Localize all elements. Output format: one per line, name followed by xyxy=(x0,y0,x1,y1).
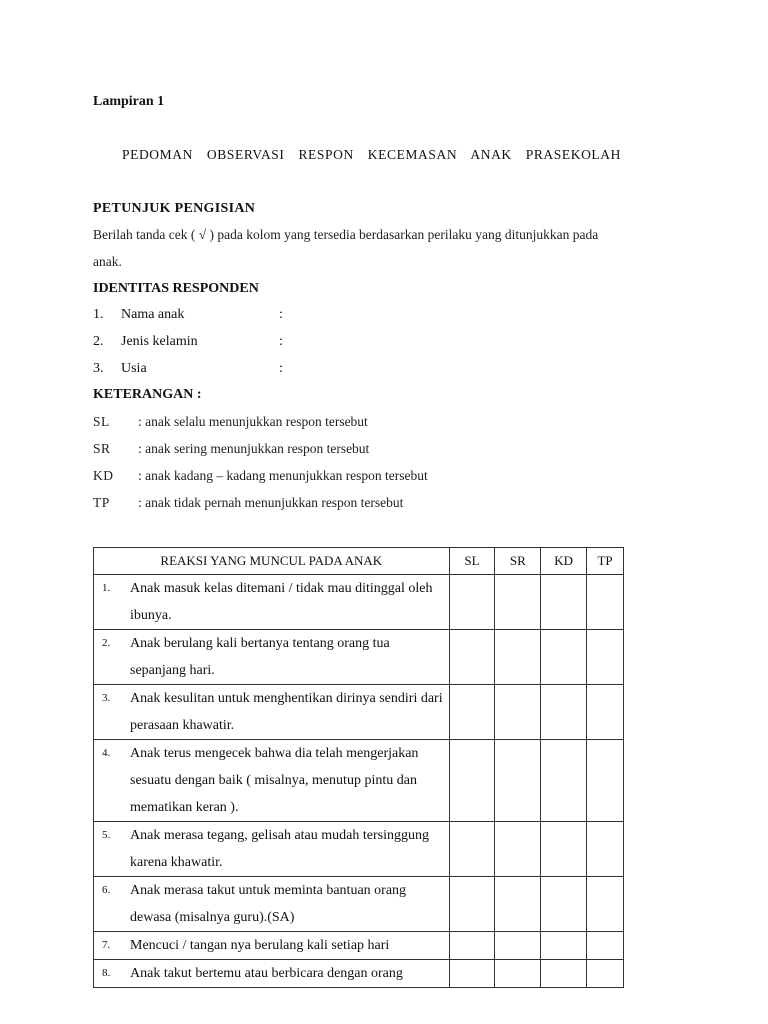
reaction-cell xyxy=(94,877,450,932)
row-text: Mencuci / tangan nya berulang kali setiap hari xyxy=(130,938,390,953)
check-cell-sl[interactable] xyxy=(449,960,495,988)
reaction-cell xyxy=(94,960,450,988)
identity-row-usia xyxy=(93,361,491,377)
header-tp: TP xyxy=(587,548,624,575)
identity-value-usia[interactable] xyxy=(291,361,491,377)
table-row xyxy=(94,685,624,740)
check-cell-tp[interactable] xyxy=(587,877,624,932)
check-cell-kd[interactable] xyxy=(541,960,587,988)
check-cell-sr[interactable] xyxy=(495,877,541,932)
legend-desc: : anak sering menunjukkan respon tersebut xyxy=(138,441,370,456)
check-cell-sr[interactable] xyxy=(495,960,541,988)
identity-row-nama xyxy=(93,307,491,323)
legend-code: SL xyxy=(93,414,110,429)
identitas-heading: IDENTITAS RESPONDEN xyxy=(93,281,259,296)
legend-row-kd xyxy=(93,468,428,484)
header-kd: KD xyxy=(541,548,587,575)
check-cell-kd[interactable] xyxy=(541,685,587,740)
check-cell-sl[interactable] xyxy=(449,630,495,685)
legend-row-sl xyxy=(93,414,368,430)
identity-sep: : xyxy=(279,334,283,349)
check-cell-tp[interactable] xyxy=(587,960,624,988)
reaction-cell xyxy=(94,740,450,822)
instruction-line-2: anak. xyxy=(93,254,122,269)
check-cell-kd[interactable] xyxy=(541,932,587,960)
reaction-cell xyxy=(94,630,450,685)
table-row xyxy=(94,932,624,960)
instruction-line-1: Berilah tanda cek ( √ ) pada kolom yang tersedia berdasarkan perilaku yang ditunjukkan pada xyxy=(93,227,599,242)
legend-desc: : anak tidak pernah menunjukkan respon tersebut xyxy=(138,495,404,510)
check-cell-sr[interactable] xyxy=(495,822,541,877)
row-number: 6. xyxy=(102,884,111,896)
identity-row-jenis-kelamin xyxy=(93,334,491,350)
check-cell-tp[interactable] xyxy=(587,740,624,822)
row-number: 1. xyxy=(102,582,111,594)
row-number: 8. xyxy=(102,967,111,979)
legend-code: SR xyxy=(93,441,111,456)
reaction-cell xyxy=(94,685,450,740)
header-sl: SL xyxy=(449,548,495,575)
identity-label: Nama anak xyxy=(121,307,185,322)
identity-num: 3. xyxy=(93,361,104,376)
legend-desc: : anak selalu menunjukkan respon tersebut xyxy=(138,414,368,429)
identity-label: Jenis kelamin xyxy=(121,334,198,349)
legend-row-tp xyxy=(93,495,403,511)
table-row xyxy=(94,960,624,988)
check-cell-sr[interactable] xyxy=(495,685,541,740)
reaction-cell xyxy=(94,822,450,877)
check-cell-tp[interactable] xyxy=(587,932,624,960)
check-cell-kd[interactable] xyxy=(541,740,587,822)
check-cell-kd[interactable] xyxy=(541,877,587,932)
observation-table xyxy=(93,547,624,988)
check-cell-kd[interactable] xyxy=(541,575,587,630)
identity-num: 1. xyxy=(93,307,104,322)
table-row xyxy=(94,822,624,877)
check-cell-kd[interactable] xyxy=(541,630,587,685)
row-number: 5. xyxy=(102,829,111,841)
identity-sep: : xyxy=(279,307,283,322)
keterangan-heading: KETERANGAN : xyxy=(93,387,202,402)
identity-label: Usia xyxy=(121,361,147,376)
check-cell-sr[interactable] xyxy=(495,630,541,685)
check-cell-sr[interactable] xyxy=(495,740,541,822)
row-text: Anak masuk kelas ditemani / tidak mau ditinggal oleh ibunya. xyxy=(130,581,433,623)
legend-row-sr xyxy=(93,441,369,457)
table-row xyxy=(94,630,624,685)
check-cell-tp[interactable] xyxy=(587,575,624,630)
reaction-cell xyxy=(94,575,450,630)
legend-code: KD xyxy=(93,468,114,483)
row-text: Anak merasa tegang, gelisah atau mudah tersinggung karena khawatir. xyxy=(130,828,429,870)
table-row xyxy=(94,575,624,630)
check-cell-tp[interactable] xyxy=(587,822,624,877)
table-header-row xyxy=(94,548,624,575)
row-text: Anak merasa takut untuk meminta bantuan orang dewasa (misalnya guru).(SA) xyxy=(130,883,407,925)
lampiran-label: Lampiran 1 xyxy=(93,94,165,109)
table-row xyxy=(94,740,624,822)
check-cell-sl[interactable] xyxy=(449,877,495,932)
row-text: Anak kesulitan untuk menghentikan dirinya sendiri dari perasaan khawatir. xyxy=(130,691,443,733)
check-cell-sl[interactable] xyxy=(449,685,495,740)
legend-code: TP xyxy=(93,495,110,510)
identity-num: 2. xyxy=(93,334,104,349)
table-row xyxy=(94,877,624,932)
check-cell-tp[interactable] xyxy=(587,685,624,740)
check-cell-sr[interactable] xyxy=(495,575,541,630)
row-number: 7. xyxy=(102,939,111,951)
identity-value-jenis-kelamin[interactable] xyxy=(291,334,491,350)
check-cell-kd[interactable] xyxy=(541,822,587,877)
row-text: Anak berulang kali bertanya tentang orang tua sepanjang hari. xyxy=(130,636,390,678)
check-cell-sl[interactable] xyxy=(449,822,495,877)
petunjuk-heading: PETUNJUK PENGISIAN xyxy=(93,201,256,216)
legend-desc: : anak kadang – kadang menunjukkan respon tersebut xyxy=(138,468,428,483)
page-title: PEDOMAN OBSERVASI RESPON KECEMASAN ANAK PRASEKOLAH xyxy=(122,147,621,162)
row-number: 2. xyxy=(102,637,111,649)
header-sr: SR xyxy=(495,548,541,575)
row-number: 4. xyxy=(102,747,111,759)
row-text: Anak takut bertemu atau berbicara dengan orang xyxy=(130,966,403,981)
row-text: Anak terus mengecek bahwa dia telah mengerjakan sesuatu dengan baik ( misalnya, menutup pintu dan mematikan keran ). xyxy=(130,746,419,815)
check-cell-sl[interactable] xyxy=(449,740,495,822)
reaction-cell xyxy=(94,932,450,960)
identity-value-nama[interactable] xyxy=(291,307,491,323)
header-reaksi: REAKSI YANG MUNCUL PADA ANAK xyxy=(94,548,450,575)
check-cell-sr[interactable] xyxy=(495,932,541,960)
check-cell-tp[interactable] xyxy=(587,630,624,685)
check-cell-sl[interactable] xyxy=(449,575,495,630)
check-cell-sl[interactable] xyxy=(449,932,495,960)
identity-sep: : xyxy=(279,361,283,376)
row-number: 3. xyxy=(102,692,111,704)
